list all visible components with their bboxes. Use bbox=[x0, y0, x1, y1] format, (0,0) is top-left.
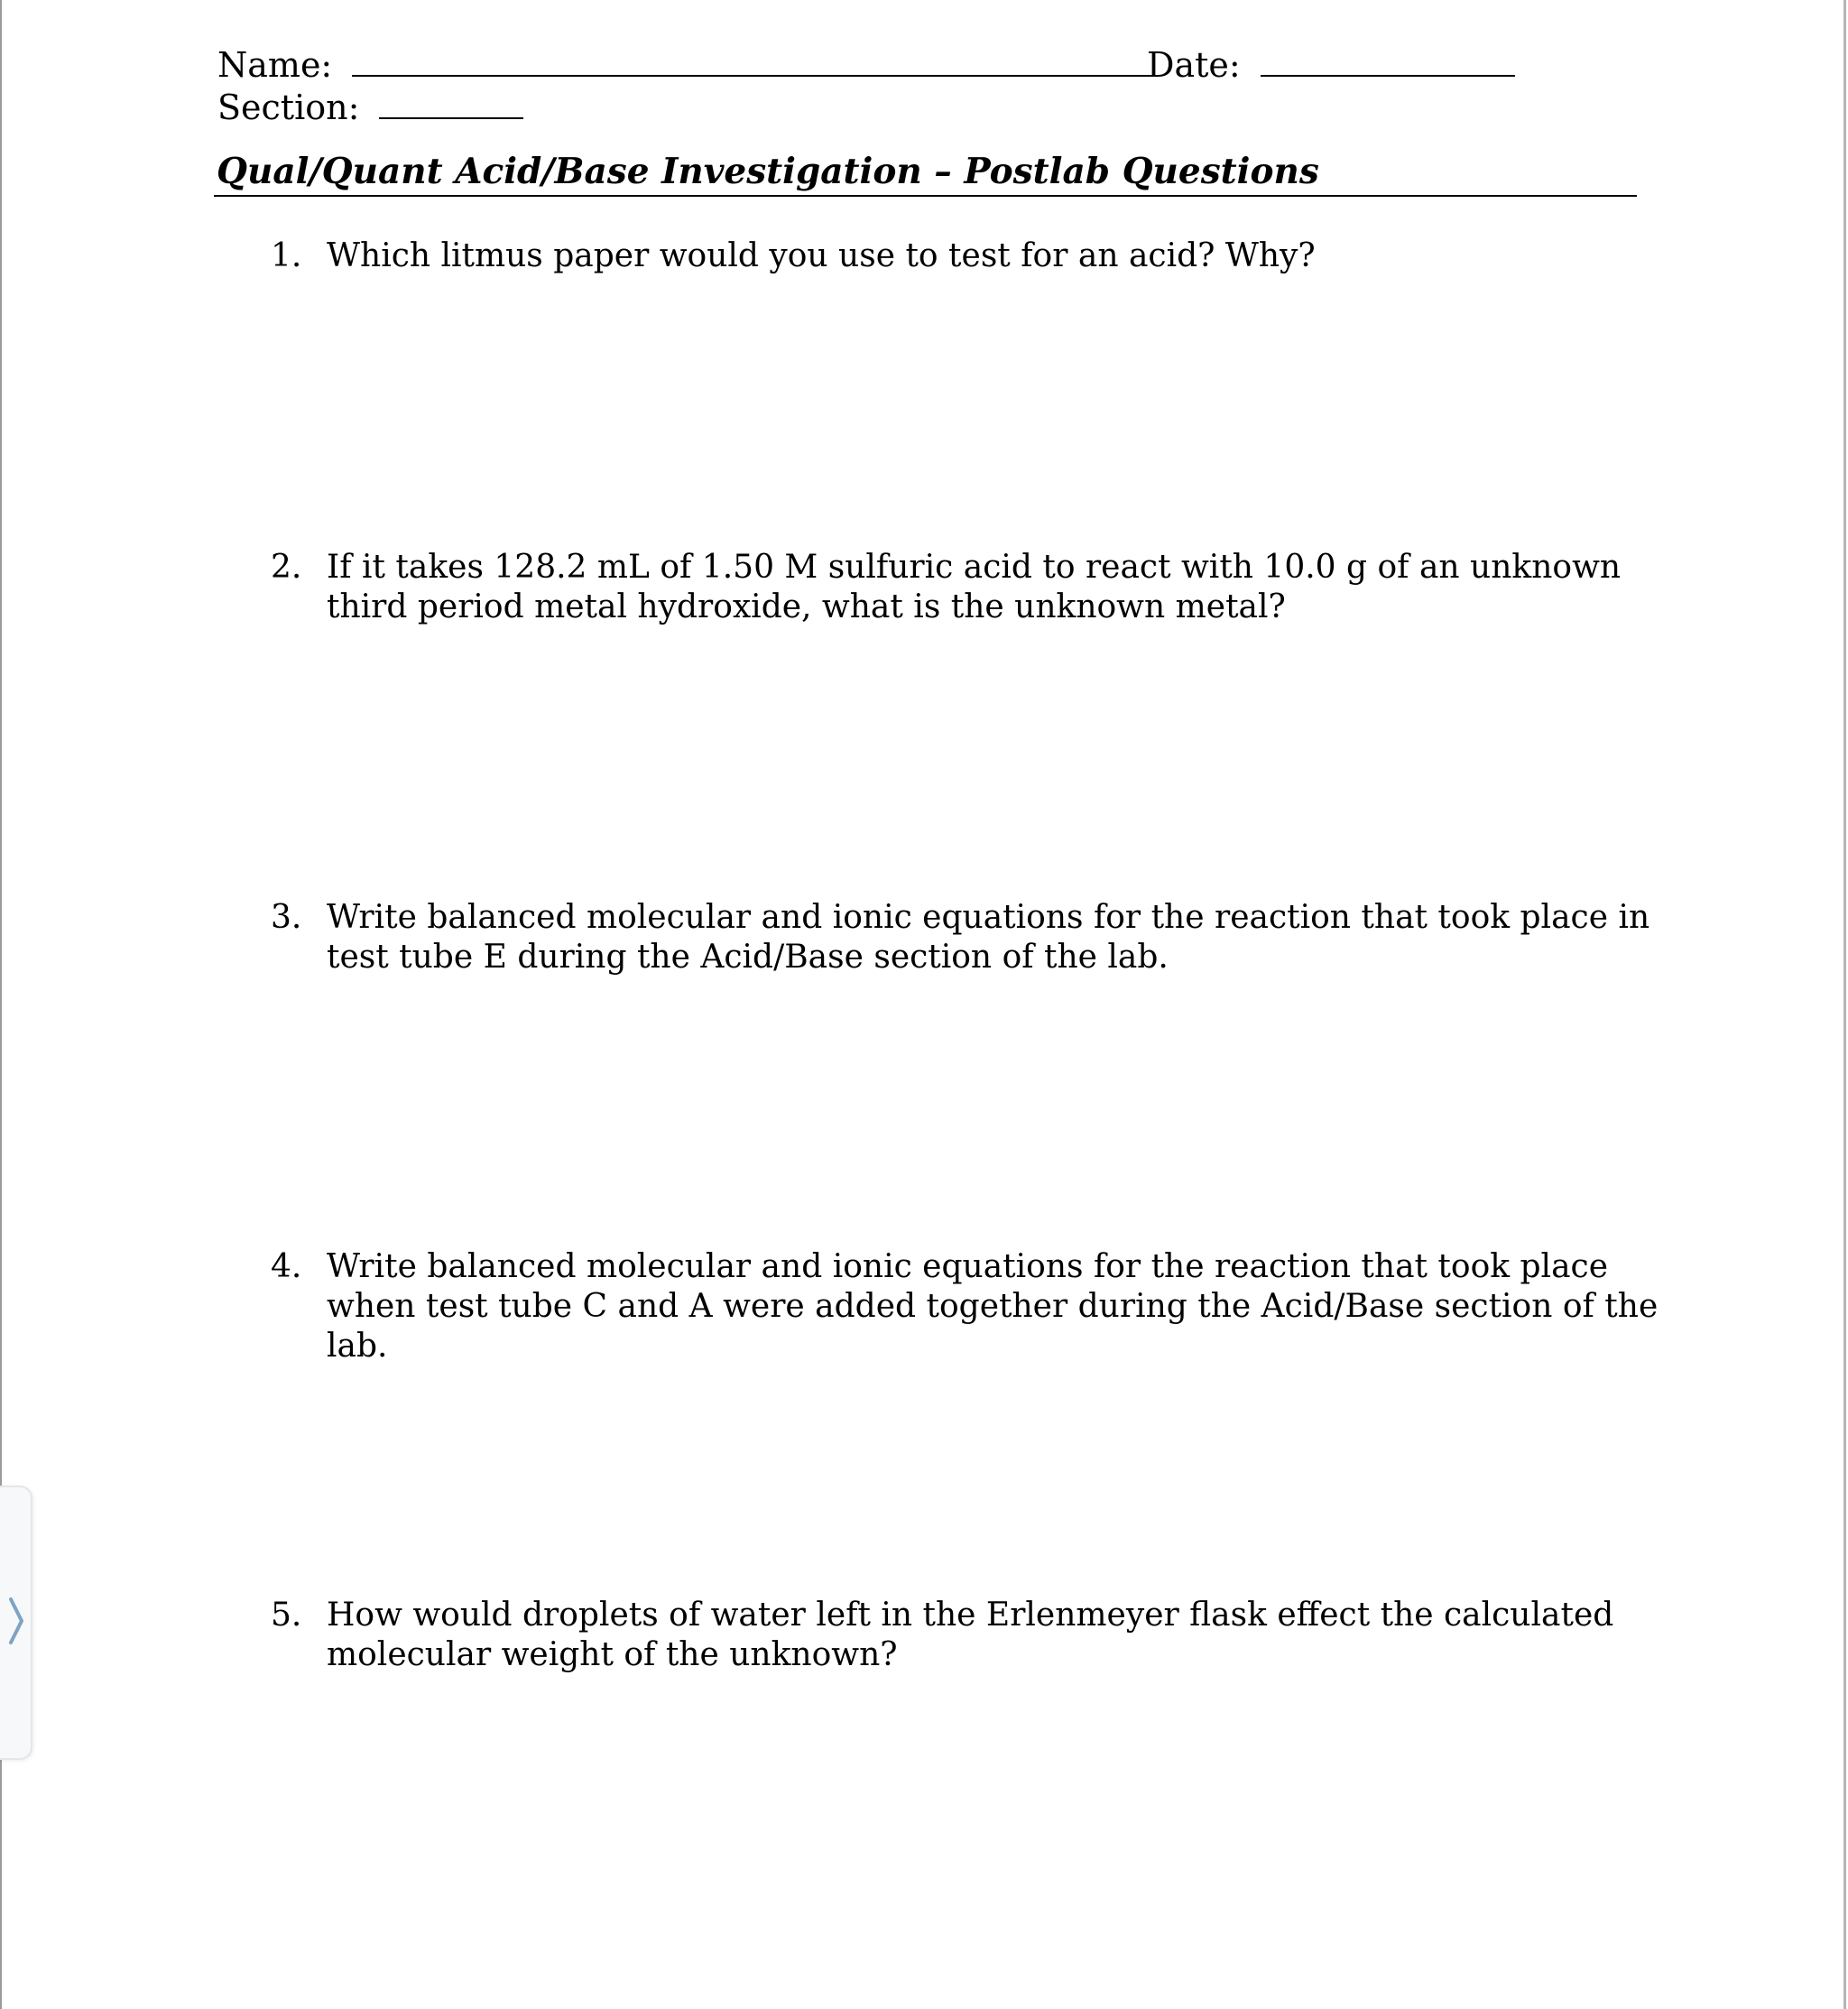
question-2 bbox=[271, 548, 1660, 627]
name-row bbox=[217, 43, 1155, 87]
section-label: Section: bbox=[217, 88, 360, 127]
question-number: 1. bbox=[271, 237, 302, 274]
question-text: Write balanced molecular and ionic equations for the reaction that took place when test tube C and A were added together during the Acid/Base section of the lab. bbox=[327, 1248, 1659, 1365]
question-1 bbox=[271, 236, 1660, 276]
page-right-edge bbox=[1843, 0, 1846, 2009]
question-4 bbox=[271, 1247, 1660, 1366]
question-number: 2. bbox=[271, 549, 302, 586]
question-text: If it takes 128.2 mL of 1.50 M sulfuric acid to react with 10.0 g of an unknown third period metal hydroxide, what is the unknown metal? bbox=[327, 549, 1622, 625]
section-blank[interactable] bbox=[379, 90, 523, 119]
chevron-right-icon[interactable] bbox=[4, 1594, 31, 1648]
date-label: Date: bbox=[1147, 45, 1241, 85]
question-number: 4. bbox=[271, 1248, 302, 1285]
worksheet-title: Qual/Quant Acid/Base Investigation – Postlab Questions bbox=[217, 151, 1319, 192]
question-5 bbox=[271, 1596, 1660, 1675]
date-row bbox=[1147, 43, 1515, 87]
question-text: How would droplets of water left in the Erlenmeyer flask effect the calculated molecular weight of the unknown? bbox=[327, 1597, 1614, 1673]
date-blank[interactable] bbox=[1261, 48, 1515, 77]
section-row bbox=[217, 86, 523, 129]
title-underline bbox=[214, 195, 1637, 197]
question-number: 3. bbox=[271, 899, 302, 936]
question-number: 5. bbox=[271, 1597, 302, 1634]
name-blank[interactable] bbox=[352, 48, 1155, 77]
name-label: Name: bbox=[217, 45, 333, 85]
question-3 bbox=[271, 898, 1660, 977]
question-text: Which litmus paper would you use to test for an acid? Why? bbox=[327, 237, 1316, 274]
question-text: Write balanced molecular and ionic equations for the reaction that took place in test tube E during the Acid/Base section of the lab. bbox=[327, 899, 1650, 976]
